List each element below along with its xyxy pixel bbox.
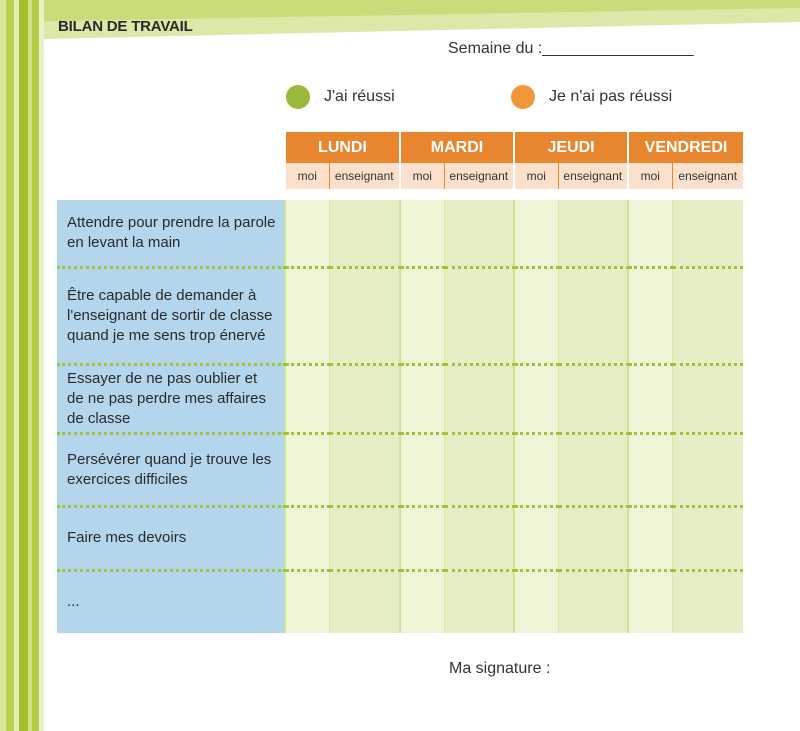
legend-success (286, 84, 395, 110)
check-cell[interactable] (329, 433, 400, 506)
check-cell[interactable] (514, 570, 558, 633)
check-cell[interactable] (444, 433, 514, 506)
check-cell[interactable] (400, 570, 444, 633)
check-cell[interactable] (444, 570, 514, 633)
check-cell[interactable] (514, 364, 558, 433)
check-cell[interactable] (628, 506, 672, 570)
check-cell[interactable] (672, 570, 743, 633)
check-cell[interactable] (285, 506, 329, 570)
check-cell[interactable] (444, 267, 514, 364)
check-cell[interactable] (558, 570, 628, 633)
check-cell[interactable] (329, 506, 400, 570)
check-cell[interactable] (628, 570, 672, 633)
signature-label: Ma signature : (449, 660, 551, 677)
subheader-row (57, 163, 743, 189)
check-cell[interactable] (444, 364, 514, 433)
day-header-mardi: MARDI (400, 132, 514, 163)
check-cell[interactable] (672, 267, 743, 364)
check-cell[interactable] (558, 200, 628, 267)
check-cell[interactable] (400, 364, 444, 433)
check-cell[interactable] (628, 364, 672, 433)
evaluation-table (57, 132, 743, 633)
check-cell[interactable] (444, 506, 514, 570)
table-row (57, 433, 743, 506)
subheader-enseignant: enseignant (672, 163, 743, 189)
activity-label: Persévérer quand je trouve les exercices difficiles (57, 433, 285, 506)
subheader-moi: moi (400, 163, 444, 189)
check-cell[interactable] (514, 433, 558, 506)
table-row (57, 200, 743, 267)
orange-circle-icon (511, 85, 535, 109)
check-cell[interactable] (628, 267, 672, 364)
table-row (57, 570, 743, 633)
day-header-vendredi: VENDREDI (628, 132, 743, 163)
page-title: BILAN DE TRAVAIL (58, 18, 193, 35)
check-cell[interactable] (329, 267, 400, 364)
legend-failure (511, 84, 672, 110)
subheader-enseignant: enseignant (444, 163, 514, 189)
subheader-moi: moi (628, 163, 672, 189)
check-cell[interactable] (628, 433, 672, 506)
subheader-moi: moi (514, 163, 558, 189)
legend-failure-label: Je n'ai pas réussi (549, 88, 673, 105)
activity-label: Essayer de ne pas oublier et de ne pas perdre mes affaires de classe (57, 364, 285, 433)
week-field-label: Semaine du :_________________ (448, 40, 694, 57)
check-cell[interactable] (285, 364, 329, 433)
day-header-row (57, 132, 743, 163)
activity-label: Attendre pour prendre la parole en levant la main (57, 200, 285, 267)
day-header-jeudi: JEUDI (514, 132, 628, 163)
check-cell[interactable] (400, 506, 444, 570)
check-cell[interactable] (285, 570, 329, 633)
check-cell[interactable] (628, 200, 672, 267)
check-cell[interactable] (400, 267, 444, 364)
activity-label: ... (57, 570, 285, 633)
check-cell[interactable] (400, 200, 444, 267)
green-circle-icon (286, 85, 310, 109)
check-cell[interactable] (558, 267, 628, 364)
check-cell[interactable] (329, 364, 400, 433)
table-row (57, 506, 743, 570)
activity-label: Faire mes devoirs (57, 506, 285, 570)
activity-label: Être capable de demander à l'enseignant de sortir de classe quand je me sens trop énervé (57, 267, 285, 364)
check-cell[interactable] (285, 267, 329, 364)
check-cell[interactable] (444, 200, 514, 267)
check-cell[interactable] (514, 200, 558, 267)
table-row (57, 364, 743, 433)
check-cell[interactable] (514, 267, 558, 364)
check-cell[interactable] (400, 433, 444, 506)
legend-success-label: J'ai réussi (324, 88, 395, 105)
check-cell[interactable] (672, 200, 743, 267)
subheader-enseignant: enseignant (329, 163, 400, 189)
check-cell[interactable] (558, 364, 628, 433)
check-cell[interactable] (285, 200, 329, 267)
check-cell[interactable] (558, 506, 628, 570)
check-cell[interactable] (329, 200, 400, 267)
subheader-enseignant: enseignant (558, 163, 628, 189)
check-cell[interactable] (514, 506, 558, 570)
check-cell[interactable] (672, 506, 743, 570)
subheader-moi: moi (285, 163, 329, 189)
check-cell[interactable] (329, 570, 400, 633)
check-cell[interactable] (672, 433, 743, 506)
check-cell[interactable] (558, 433, 628, 506)
check-cell[interactable] (285, 433, 329, 506)
day-header-lundi: LUNDI (285, 132, 400, 163)
table-row (57, 267, 743, 364)
check-cell[interactable] (672, 364, 743, 433)
